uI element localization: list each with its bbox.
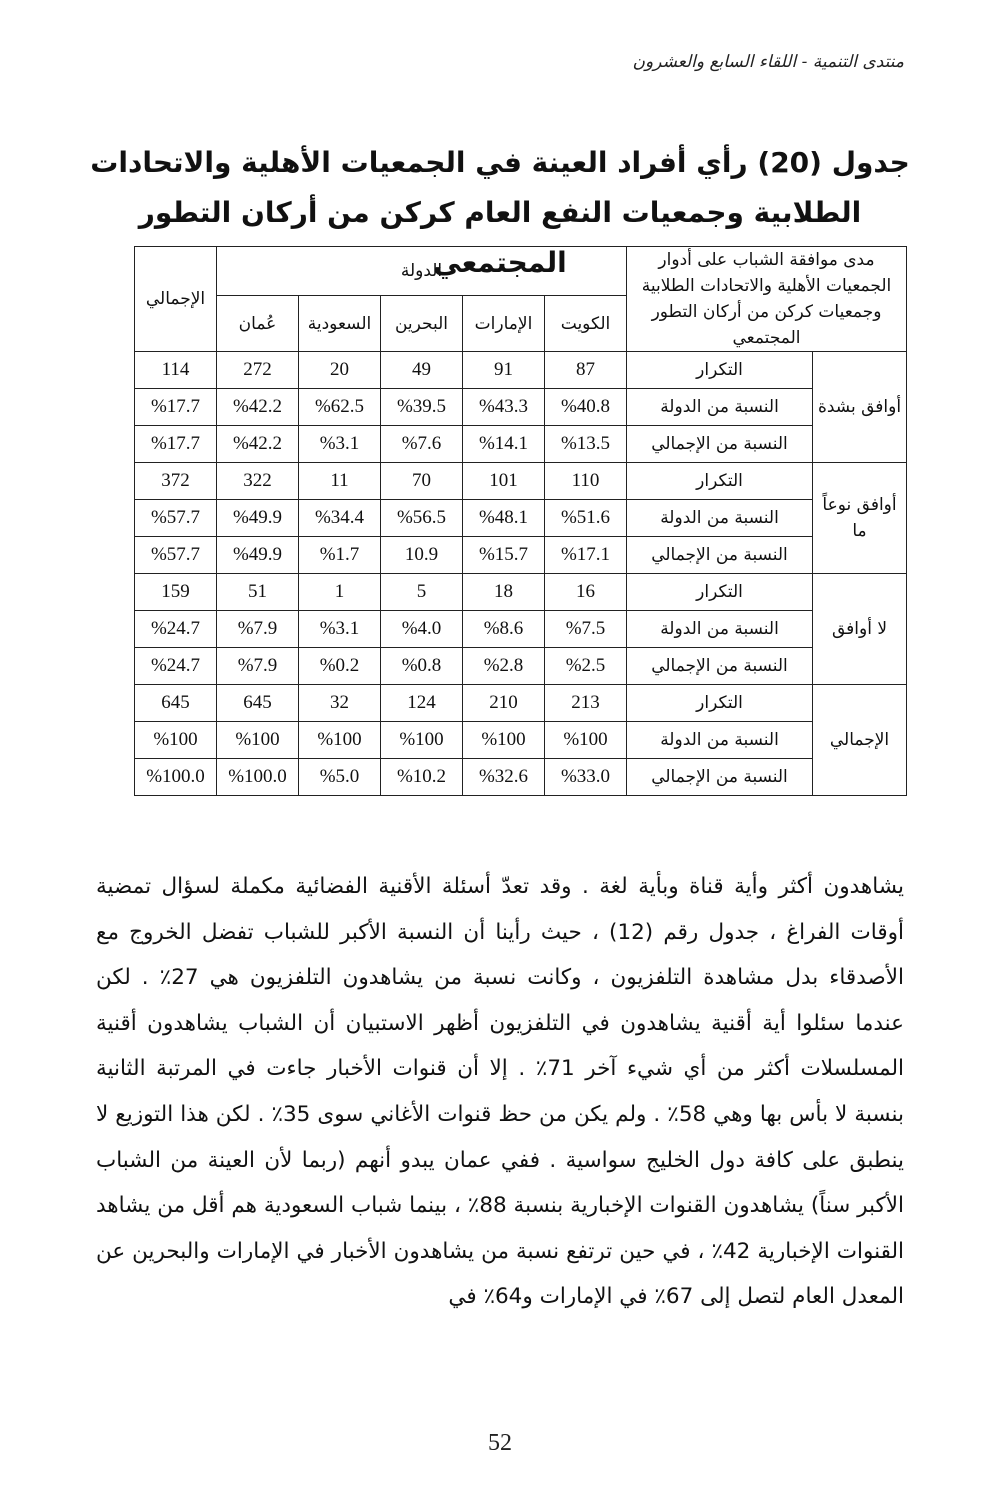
header-country: الكويت [545,296,627,352]
metric-label: النسبة من الإجمالي [627,648,813,685]
value-cell: %7.6 [381,426,463,463]
header-total: الإجمالي [135,247,217,352]
total-cell: 114 [135,352,217,389]
value-cell: %2.5 [545,648,627,685]
value-cell: 124 [381,685,463,722]
value-cell: %15.7 [463,537,545,574]
value-cell: 70 [381,463,463,500]
value-cell: 11 [299,463,381,500]
value-cell: %56.5 [381,500,463,537]
group-label: أوافق نوعاً ما [813,463,907,574]
table-row [135,426,907,463]
header-country: عُمان [217,296,299,352]
value-cell: %32.6 [463,759,545,796]
value-cell: %40.8 [545,389,627,426]
value-cell: %14.1 [463,426,545,463]
metric-label: النسبة من الإجمالي [627,426,813,463]
value-cell: %100 [381,722,463,759]
value-cell: %3.1 [299,426,381,463]
value-cell: 322 [217,463,299,500]
value-cell: 20 [299,352,381,389]
value-cell: 110 [545,463,627,500]
total-cell: %24.7 [135,648,217,685]
value-cell: 32 [299,685,381,722]
metric-label: النسبة من الدولة [627,611,813,648]
value-cell: %1.7 [299,537,381,574]
total-cell: %24.7 [135,611,217,648]
value-cell: %34.4 [299,500,381,537]
value-cell: %10.2 [381,759,463,796]
value-cell: %100 [299,722,381,759]
value-cell: %17.1 [545,537,627,574]
group-label: أوافق بشدة [813,352,907,463]
value-cell: 1 [299,574,381,611]
value-cell: %7.5 [545,611,627,648]
value-cell: 16 [545,574,627,611]
survey-table [134,246,907,796]
value-cell: %2.8 [463,648,545,685]
table-row [135,685,907,722]
total-cell: %100 [135,722,217,759]
value-cell: %42.2 [217,426,299,463]
table-row [135,611,907,648]
total-cell: %17.7 [135,426,217,463]
table-row [135,648,907,685]
value-cell: %43.3 [463,389,545,426]
table-row [135,537,907,574]
header-question: مدى موافقة الشباب على أدوار الجمعيات الأهلية والاتحادات الطلابية وجمعيات كركن من أركان التطور المجتمعي [627,247,907,352]
table-row [135,352,907,389]
value-cell: 87 [545,352,627,389]
value-cell: %4.0 [381,611,463,648]
value-cell: %0.2 [299,648,381,685]
table-row [135,574,907,611]
metric-label: النسبة من الدولة [627,722,813,759]
header-country: الإمارات [463,296,545,352]
metric-label: النسبة من الدولة [627,500,813,537]
value-cell: %7.9 [217,611,299,648]
value-cell: %100.0 [217,759,299,796]
table-row [135,500,907,537]
value-cell: %48.1 [463,500,545,537]
page-number: 52 [488,1430,512,1456]
value-cell: %49.9 [217,537,299,574]
value-cell: 213 [545,685,627,722]
value-cell: 645 [217,685,299,722]
value-cell: %13.5 [545,426,627,463]
value-cell: %100 [545,722,627,759]
value-cell: 101 [463,463,545,500]
value-cell: %39.5 [381,389,463,426]
value-cell: 18 [463,574,545,611]
metric-label: التكرار [627,352,813,389]
value-cell: 272 [217,352,299,389]
total-cell: %57.7 [135,537,217,574]
header-country-group: الدولة [217,247,627,296]
value-cell: %3.1 [299,611,381,648]
value-cell: %33.0 [545,759,627,796]
metric-label: التكرار [627,685,813,722]
group-label: لا أوافق [813,574,907,685]
total-cell: 372 [135,463,217,500]
metric-label: النسبة من الدولة [627,389,813,426]
value-cell: 51 [217,574,299,611]
table-row [135,463,907,500]
metric-label: النسبة من الإجمالي [627,759,813,796]
body-paragraph: يشاهدون أكثر وأية قناة وبأية لغة . وقد تعدّ أسئلة الأقنية الفضائية مكملة لسؤال تمضية أوقات الفراغ ، جدول رقم (12) ، حيث رأينا أن النسبة الأكبر للشباب تفضل الخروج مع الأصدقاء بدل مشاهدة التلفزيون ، وكانت نسبة من يشاهدون التلفزيون هي 27٪ . لكن عندما سئلوا أية أقنية يشاهدون في التلفزيون أظهر الاستبيان أن الشباب يشاهدون أقنية المسلسلات أكثر من أي شيء آخر 71٪ . إلا أن قنوات الأخبار جاءت في المرتبة الثانية بنسبة لا بأس بها وهي 58٪ . ولم يكن من حظ قنوات الأغاني سوى 35٪ . لكن هذا التوزيع لا ينطبق على كافة دول الخليج سواسية . ففي عمان يبدو أنهم (ربما لأن العينة من الشباب الأكبر سناً) يشاهدون القنوات الإخبارية بنسبة 88٪ ، بينما شباب السعودية هم أقل من يشاهد القنوات الإخبارية 42٪ ، في حين ترتفع نسبة من يشاهدون الأخبار في الإمارات والبحرين عن المعدل العام لتصل إلى 67٪ في الإمارات و64٪ في [96,874,905,1310]
total-cell: %17.7 [135,389,217,426]
total-cell: 645 [135,685,217,722]
value-cell: 49 [381,352,463,389]
value-cell: %0.8 [381,648,463,685]
value-cell: %100 [463,722,545,759]
total-cell: %57.7 [135,500,217,537]
value-cell: %5.0 [299,759,381,796]
value-cell: 91 [463,352,545,389]
value-cell: %62.5 [299,389,381,426]
table-row [135,722,907,759]
table-row [135,759,907,796]
value-cell: %49.9 [217,500,299,537]
value-cell: %51.6 [545,500,627,537]
header-country: السعودية [299,296,381,352]
group-label: الإجمالي [813,685,907,796]
metric-label: التكرار [627,463,813,500]
value-cell: %100 [217,722,299,759]
value-cell: 5 [381,574,463,611]
value-cell: 210 [463,685,545,722]
value-cell: %7.9 [217,648,299,685]
metric-label: النسبة من الإجمالي [627,537,813,574]
metric-label: التكرار [627,574,813,611]
value-cell: %8.6 [463,611,545,648]
total-cell: %100.0 [135,759,217,796]
header-country: البحرين [381,296,463,352]
table-title: جدول (20) رأي أفراد العينة في الجمعيات الأهلية والاتحادات الطلابية وجمعيات النفع العام كركن من أركان التطور المجتمعي [90,146,910,279]
total-cell: 159 [135,574,217,611]
value-cell: %42.2 [217,389,299,426]
table-row [135,389,907,426]
value-cell: 10.9 [381,537,463,574]
running-head: منتدى التنمية - اللقاء السابع والعشرون [632,52,904,72]
